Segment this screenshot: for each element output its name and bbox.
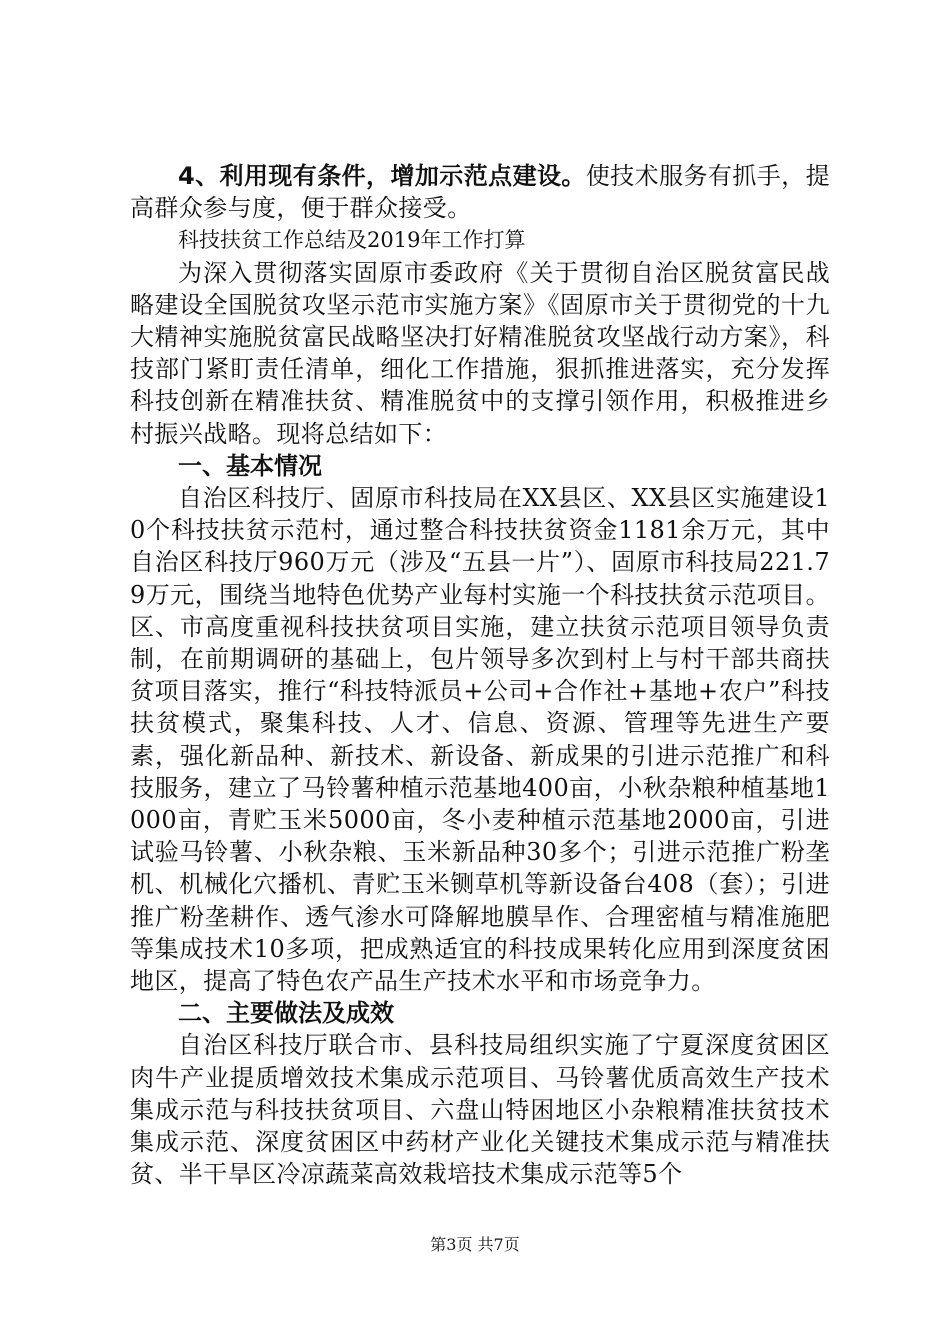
intro-paragraph: 为深入贯彻落实固原市委政府《关于贯彻自治区脱贫富民战略建设全国脱贫攻坚示范市实施方案》《固原市关于贯彻党的十九大精神实施脱贫富民战略坚决打好精准脱贫攻坚战行动方案》，科技部门紧盯责任清单，细化工作措施，狠抓推进落实，充分发挥科技创新在精准扶贫、精准脱贫中的支撑引领作用，积极推进乡村振兴战略。现将总结如下： xyxy=(130,258,830,448)
document-body xyxy=(130,160,830,1191)
point-4-paragraph xyxy=(130,160,830,224)
section-2-heading: 二、主要做法及成效 xyxy=(178,999,394,1028)
section-1-heading: 一、基本情况 xyxy=(178,451,322,480)
page-number-footer: 第3页 共7页 xyxy=(430,1235,520,1254)
point-4-lead: 4、利用现有条件，增加示范点建设。 xyxy=(178,162,586,190)
document-title: 科技扶贫工作总结及2019年工作打算 xyxy=(178,228,526,253)
section-2-paragraph: 自治区科技厅联合市、县科技局组织实施了宁夏深度贫困区肉牛产业提质增效技术集成示范项目、马铃薯优质高效生产技术集成示范与科技扶贫项目、六盘山特困地区小杂粮精准扶贫技术集成示范、深度贫困区中药材产业化关键技术集成示范与精准扶贫、半干旱区冷凉蔬菜高效栽培技术集成示范等5个 xyxy=(130,1031,830,1189)
point-4-rest: 使技术服务有抓手，提高群众参与度，便于群众接受。 xyxy=(130,162,831,223)
section-1-paragraph: 自治区科技厅、固原市科技局在XX县区、XX县区实施建设10个科技扶贫示范村，通过整合科技扶贫资金1181余万元，其中自治区科技厅960万元（涉及“五县一片”）、固原市科技局221.79万元，围绕当地特色优势产业每村实施一个科技扶贫示范项目。区、市高度重视科技扶贫项目实施，建立扶贫示范项目领导负责制，在前期调研的基础上，包片领导多次到村上与村干部共商扶贫项目落实，推行“科技特派员+公司+合作社+基地+农户”科技扶贫模式，聚集科技、人才、信息、资源、管理等先进生产要素，强化新品种、新技术、新设备、新成果的引进示范推广和科技服务，建立了马铃薯种植示范基地400亩，小秋杂粮种植基地1000亩，青贮玉米5000亩，冬小麦种植示范基地2000亩，引进试验马铃薯、小秋杂粮、玉米新品种30多个；引进示范推广粉垄机、机械化穴播机、青贮玉米铡草机等新设备台408（套）；引进推广粉垄耕作、透气渗水可降解地膜旱作、合理密植与精准施肥等集成技术10多项，把成熟适宜的科技成果转化应用到深度贫困地区，提高了特色农产品生产技术水平和市场竞争力。 xyxy=(130,484,830,996)
